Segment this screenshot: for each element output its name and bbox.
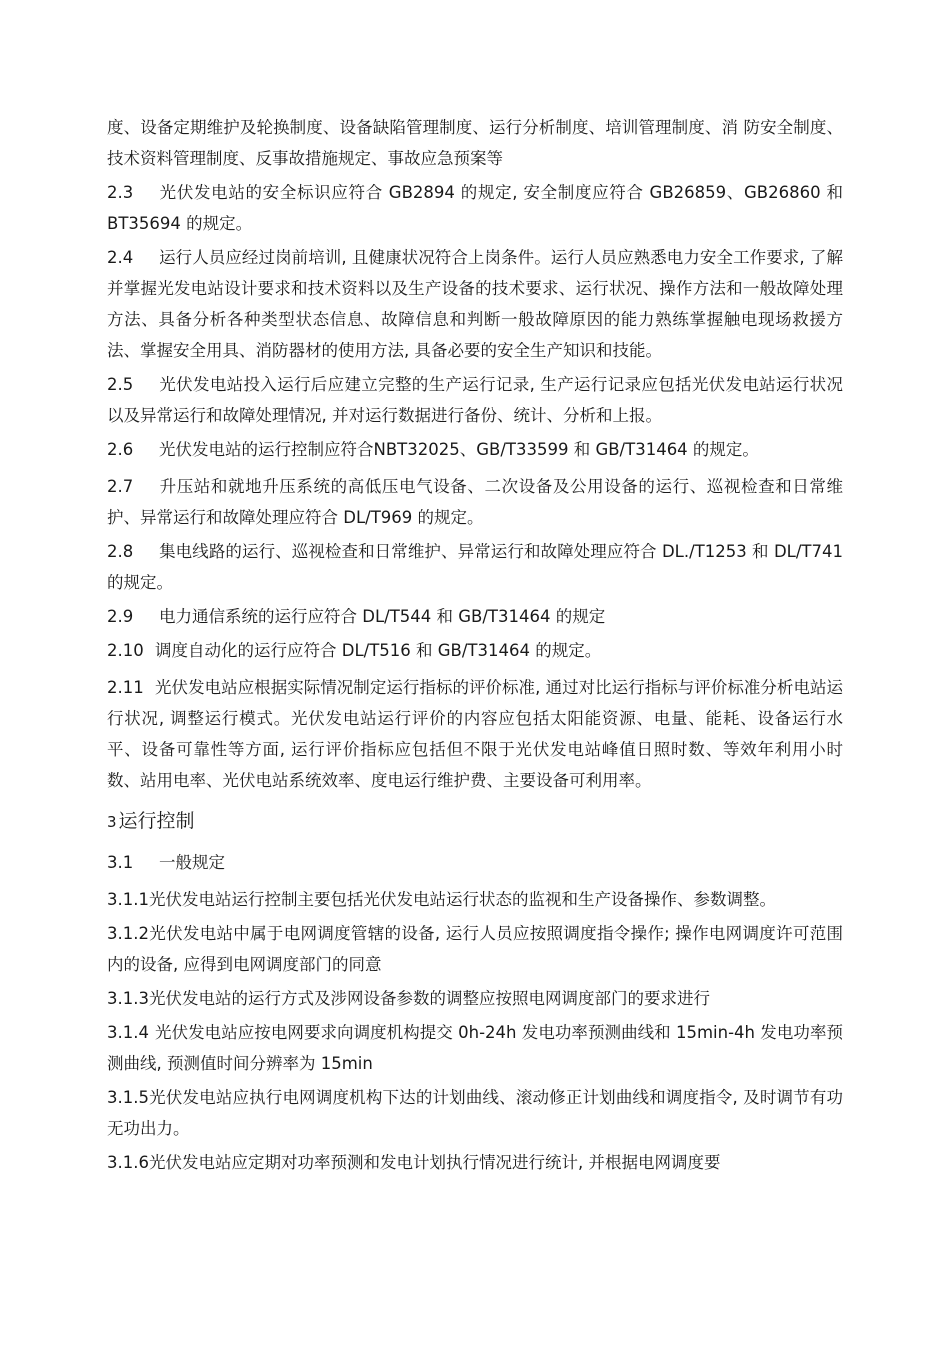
section-title: 运行控制: [118, 810, 195, 832]
paragraph-2-5: [107, 369, 843, 431]
paragraph-3-1-2: [107, 918, 843, 980]
clause-number: 2.7: [107, 477, 134, 496]
paragraph-text: 光伏发电站应根据实际情况制定运行指标的评价标准, 通过对比运行指标与评价标准分析电站运行状况, 调整运行模式。光伏发电站运行评价的内容应包括太阳能资源、电量、能耗、设备运行水平、设备可靠性等方面, 运行评价指标应包括但不限于光伏发电站峰值日照时数、等效年利用小时数、站用电率、光伏电站系统效率、度电运行维护费、主要设备可利用率。: [107, 678, 843, 790]
clause-number: 3.1.6: [107, 1153, 149, 1172]
paragraph-continuation: [107, 112, 843, 174]
paragraph-text: 度、设备定期维护及轮换制度、设备缺陷管理制度、运行分析制度、培训管理制度、消 防安全制度、技术资料管理制度、反事故措施规定、事故应急预案等: [107, 118, 843, 168]
clause-number: 2.10: [107, 641, 144, 660]
paragraph-2-11: [107, 672, 843, 796]
paragraph-3-1-6: [107, 1147, 843, 1178]
document-body: [107, 112, 843, 1181]
paragraph-3-1-3: [107, 983, 843, 1014]
clause-number: 2.3: [107, 183, 134, 202]
paragraph-2-8: [107, 536, 843, 598]
section-number: 3: [107, 813, 117, 831]
paragraph-text: 光伏发电站运行控制主要包括光伏发电站运行状态的监视和生产设备操作、参数调整。: [148, 890, 776, 909]
clause-number: 2.6: [107, 440, 134, 459]
paragraph-3-1-5: [107, 1082, 843, 1144]
section-heading: [107, 804, 843, 839]
paragraph-3-1-1: [107, 884, 843, 915]
paragraph-2-7: [107, 471, 843, 533]
clause-number: 2.4: [107, 248, 134, 267]
subsection-heading: [107, 847, 843, 878]
paragraph-text: 集电线路的运行、巡视检查和日常维护、异常运行和故障处理应符合 DL./T1253 和 DL/T741 的规定。: [107, 542, 843, 592]
paragraph-text: 光伏发电站应执行电网调度机构下达的计划曲线、滚动修正计划曲线和调度指令, 及时调节有功无功出力。: [107, 1088, 843, 1138]
paragraph-text: 运行人员应经过岗前培训, 且健康状况符合上岗条件。运行人员应熟悉电力安全工作要求, 了解并掌握光发电站设计要求和技术资料以及生产设备的技术要求、运行状况、操作方法和一般故障处理方法、具备分析各种类型状态信息、故障信息和判断一般故障原因的能力熟练掌握触电现场救援方法、掌握安全用具、消防器材的使用方法, 具备必要的安全生产知识和技能。: [107, 248, 843, 360]
clause-number: 3.1.1: [107, 890, 149, 909]
clause-number: 2.8: [107, 542, 134, 561]
paragraph-text: 升压站和就地升压系统的高低压电气设备、二次设备及公用设备的运行、巡视检查和日常维护、异常运行和故障处理应符合 DL/T969 的规定。: [107, 477, 843, 527]
clause-number: 2.9: [107, 607, 134, 626]
paragraph-2-4: [107, 242, 843, 366]
paragraph-2-10: [107, 635, 843, 666]
paragraph-text: 光伏发电站中属于电网调度管辖的设备, 运行人员应按照调度指令操作; 操作电网调度许可范围内的设备, 应得到电网调度部门的同意: [107, 924, 843, 974]
clause-number: 3.1.2: [107, 924, 149, 943]
clause-number: 3.1.4: [107, 1023, 149, 1042]
paragraph-2-6: [107, 434, 843, 465]
paragraph-text: 光伏发电站的安全标识应符合 GB2894 的规定, 安全制度应符合 GB26859、GB26860 和 BT35694 的规定。: [107, 183, 843, 233]
paragraph-text: 光伏发电站的运行方式及涉网设备参数的调整应按照电网调度部门的要求进行: [148, 989, 710, 1008]
clause-number: 3.1.3: [107, 989, 149, 1008]
paragraph-3-1-4: [107, 1017, 843, 1079]
paragraph-text: 光伏发电站投入运行后应建立完整的生产运行记录, 生产运行记录应包括光伏发电站运行状况以及异常运行和故障处理情况, 并对运行数据进行备份、统计、分析和上报。: [107, 375, 843, 425]
clause-number: 2.5: [107, 375, 134, 394]
paragraph-text: 光伏发电站应定期对功率预测和发电计划执行情况进行统计, 并根据电网调度要: [148, 1153, 721, 1172]
paragraph-2-9: [107, 601, 843, 632]
paragraph-2-3: [107, 177, 843, 239]
paragraph-text: 光伏发电站应按电网要求向调度机构提交 0h-24h 发电功率预测曲线和 15min-4h 发电功率预测曲线, 预测值时间分辨率为 15min: [107, 1023, 843, 1073]
subsection-number: 3.1: [107, 853, 134, 872]
paragraph-text: 电力通信系统的运行应符合 DL/T544 和 GB/T31464 的规定: [159, 607, 606, 626]
paragraph-text: 调度自动化的运行应符合 DL/T516 和 GB/T31464 的规定。: [155, 641, 602, 660]
subsection-title: 一般规定: [159, 853, 225, 872]
clause-number: 3.1.5: [107, 1088, 149, 1107]
clause-number: 2.11: [107, 678, 144, 697]
paragraph-text: 光伏发电站的运行控制应符合NBT32025、GB/T33599 和 GB/T31464 的规定。: [159, 440, 759, 459]
